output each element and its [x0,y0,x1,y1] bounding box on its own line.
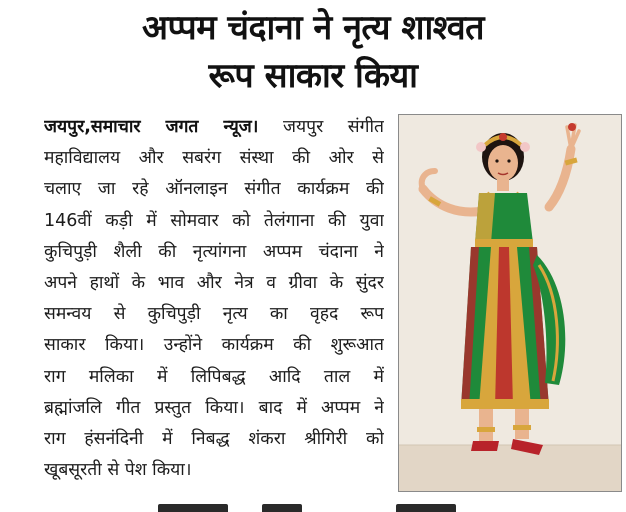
dancer-left-leg [479,409,493,441]
article-line-2: महाविद्यालय और सबरंग संस्था की ओर से [44,148,384,169]
article-line-4: 146वीं कड़ी में सोमवार को तेलंगाना की युवा [44,210,384,231]
next-article-clipped-headline [0,500,626,512]
article-line-6: अपने हाथों के भाव और नेत्र व ग्रीवा के सुंदर [44,273,384,294]
dateline: जयपुर,समाचार जगत न्यूज। [44,117,259,137]
article-line-1 [44,112,384,143]
dancer-illustration [399,115,621,491]
dancer-photo [398,114,622,492]
article-line-7: समन्वय से कुचिपुड़ी नृत्य का वृहद रूप [44,304,384,325]
dancer-face [488,145,518,181]
article-line-3: चलाए जा रहे ऑनलाइन संगीत कार्यक्रम की [44,179,384,200]
photo-floor [399,445,621,491]
article-line-9: राग मलिका में लिपिबद्ध आदि ताल में [44,366,384,387]
dancer-left-foot [471,441,499,451]
article-line-5: कुचिपुड़ी शैली की नृत्यांगना अप्पम चंदाना ने [44,241,384,262]
dancer-waist-belt [475,239,533,247]
article-line-12: खूबसूरती से पेश किया। [44,460,192,481]
article-line-10: ब्रह्मांजलि गीत प्रस्तुत किया। बाद में अप्पम ने [44,397,384,418]
article-body [44,112,384,486]
dancer-right-leg [515,409,529,439]
headline-line-2: रूप साकार किया [208,56,418,96]
article-line-11: राग हंसनंदिनी में निबद्ध शंकरा श्रीगिरी को [44,429,384,450]
article-line-1-text: जयपुर संगीत [283,117,384,137]
article-line-8: साकार किया। उन्होंने कार्यक्रम की शुरूआत [44,335,384,356]
headline-line-1: अप्पम चंदाना ने नृत्य शाश्वत [141,8,485,48]
